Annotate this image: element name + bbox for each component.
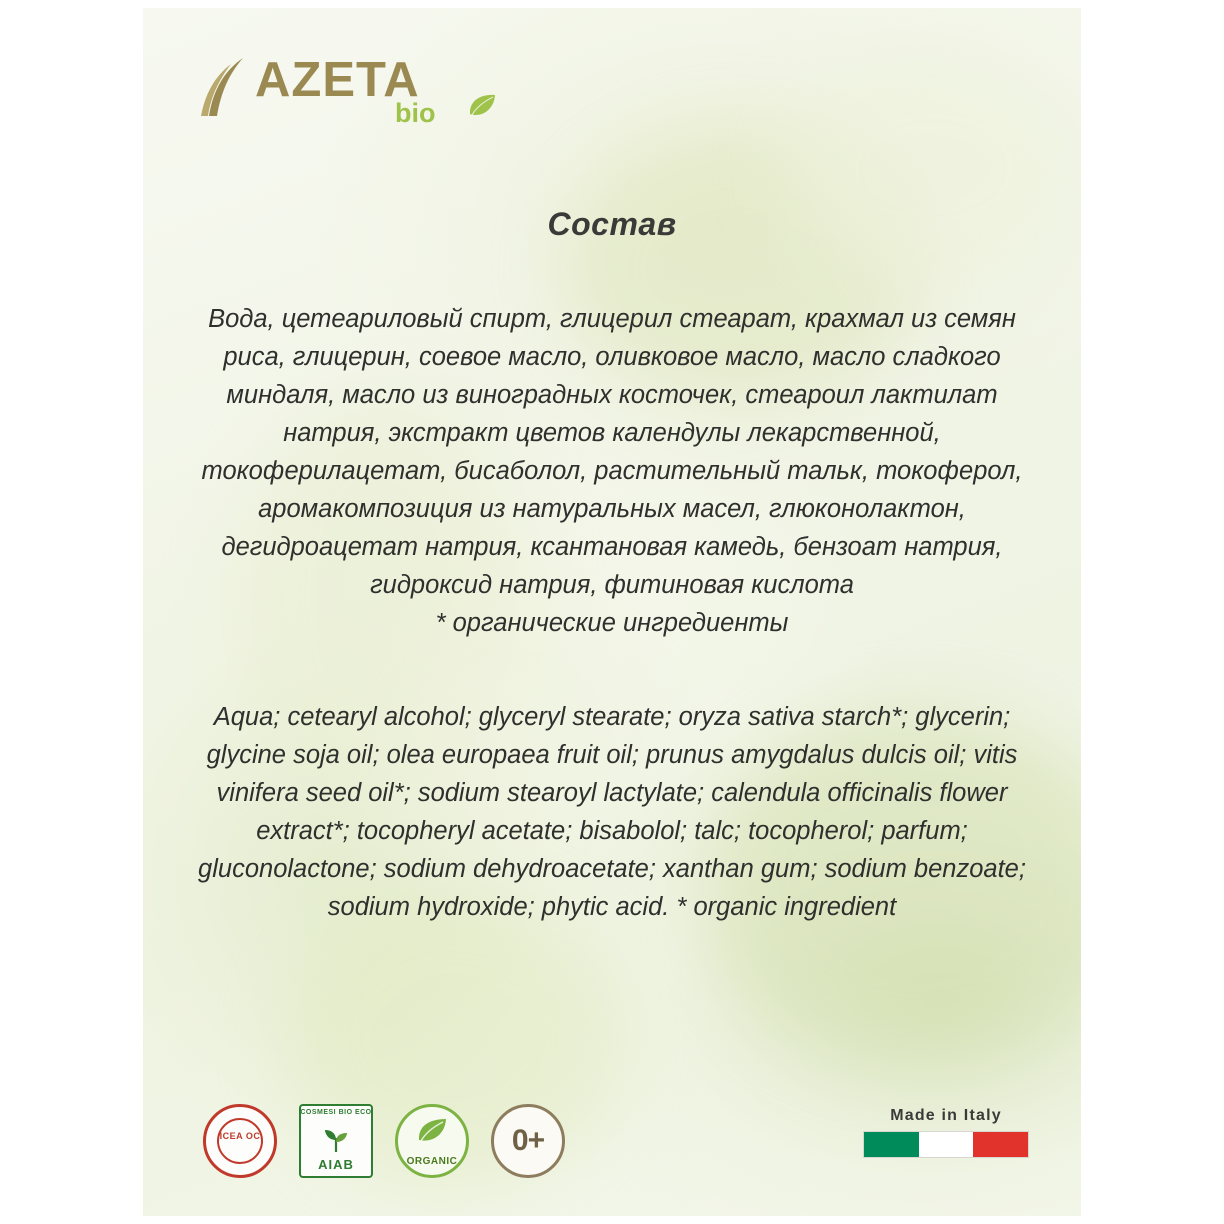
- icea-badge-label: ICEA OC: [219, 1131, 261, 1141]
- certification-seal-icon: [203, 1104, 277, 1178]
- product-label-card: [143, 8, 1081, 1216]
- brand-name: AZETA: [255, 53, 420, 107]
- brand-logo: [199, 50, 529, 130]
- sprout-icon: [321, 1124, 351, 1154]
- page-title: Состав: [547, 206, 677, 242]
- leaf-swoosh-icon: [199, 56, 255, 118]
- organic-badge: [395, 1104, 469, 1178]
- organic-badge-label: ORGANIC: [406, 1156, 458, 1167]
- aiab-badge-label: AIAB: [318, 1157, 354, 1172]
- ingredients-english-text: Aqua; cetearyl alcohol; glyceryl stearate; oryza sativa starch*; glycerin; glycine soja oil; olea europaea fruit oil; prunus amygdalus dulcis oil; vitis vinifera seed oil*; sodium stearoyl lactylate; calendula officinalis flower extract*; tocopheryl acetate; bisabolol; talc; tocopherol; parfum; gluconolactone; sodium dehydroacetate; xanthan gum; sodium benzoate; sodium hydroxide; phytic acid.: [198, 703, 1026, 921]
- made-in-italy: [863, 1106, 1029, 1158]
- ingredients-russian-note: * органические ингредиенты: [435, 609, 789, 637]
- leaf-icon: [467, 92, 497, 122]
- ingredients-english-note: * organic ingredient: [676, 893, 897, 921]
- certification-badges: [203, 1098, 565, 1184]
- aiab-badge: [299, 1104, 373, 1178]
- ingredients-russian-text: Вода, цетеариловый спирт, глицерил стеарат, крахмал из семян риса, глицерин, соевое масло, оливковое масло, масло сладкого миндаля, масло из виноградных косточек, стеароил лактилат натрия, экстракт цветов календулы лекарственной, токоферилацетат, бисаболол, растительный тальк, токоферол, аромакомпозиция из натуральных масел, глюконолактон, дегидроацетат натрия, ксантановая камедь, бензоат натрия, гидроксид натрия, фитиновая кислота: [201, 305, 1023, 599]
- italy-flag-icon: [863, 1131, 1029, 1158]
- made-in-italy-label: Made in Italy: [890, 1107, 1002, 1124]
- age-rating-icon: [491, 1104, 565, 1178]
- age-badge-label: 0+: [511, 1124, 545, 1157]
- ingredients-russian: [191, 300, 1033, 642]
- ingredients-english: [191, 698, 1033, 926]
- brand-sub: bio: [395, 98, 436, 128]
- leaf-icon: [415, 1116, 449, 1150]
- aiab-badge-top-label: COSMESI BIO ECO: [300, 1109, 372, 1116]
